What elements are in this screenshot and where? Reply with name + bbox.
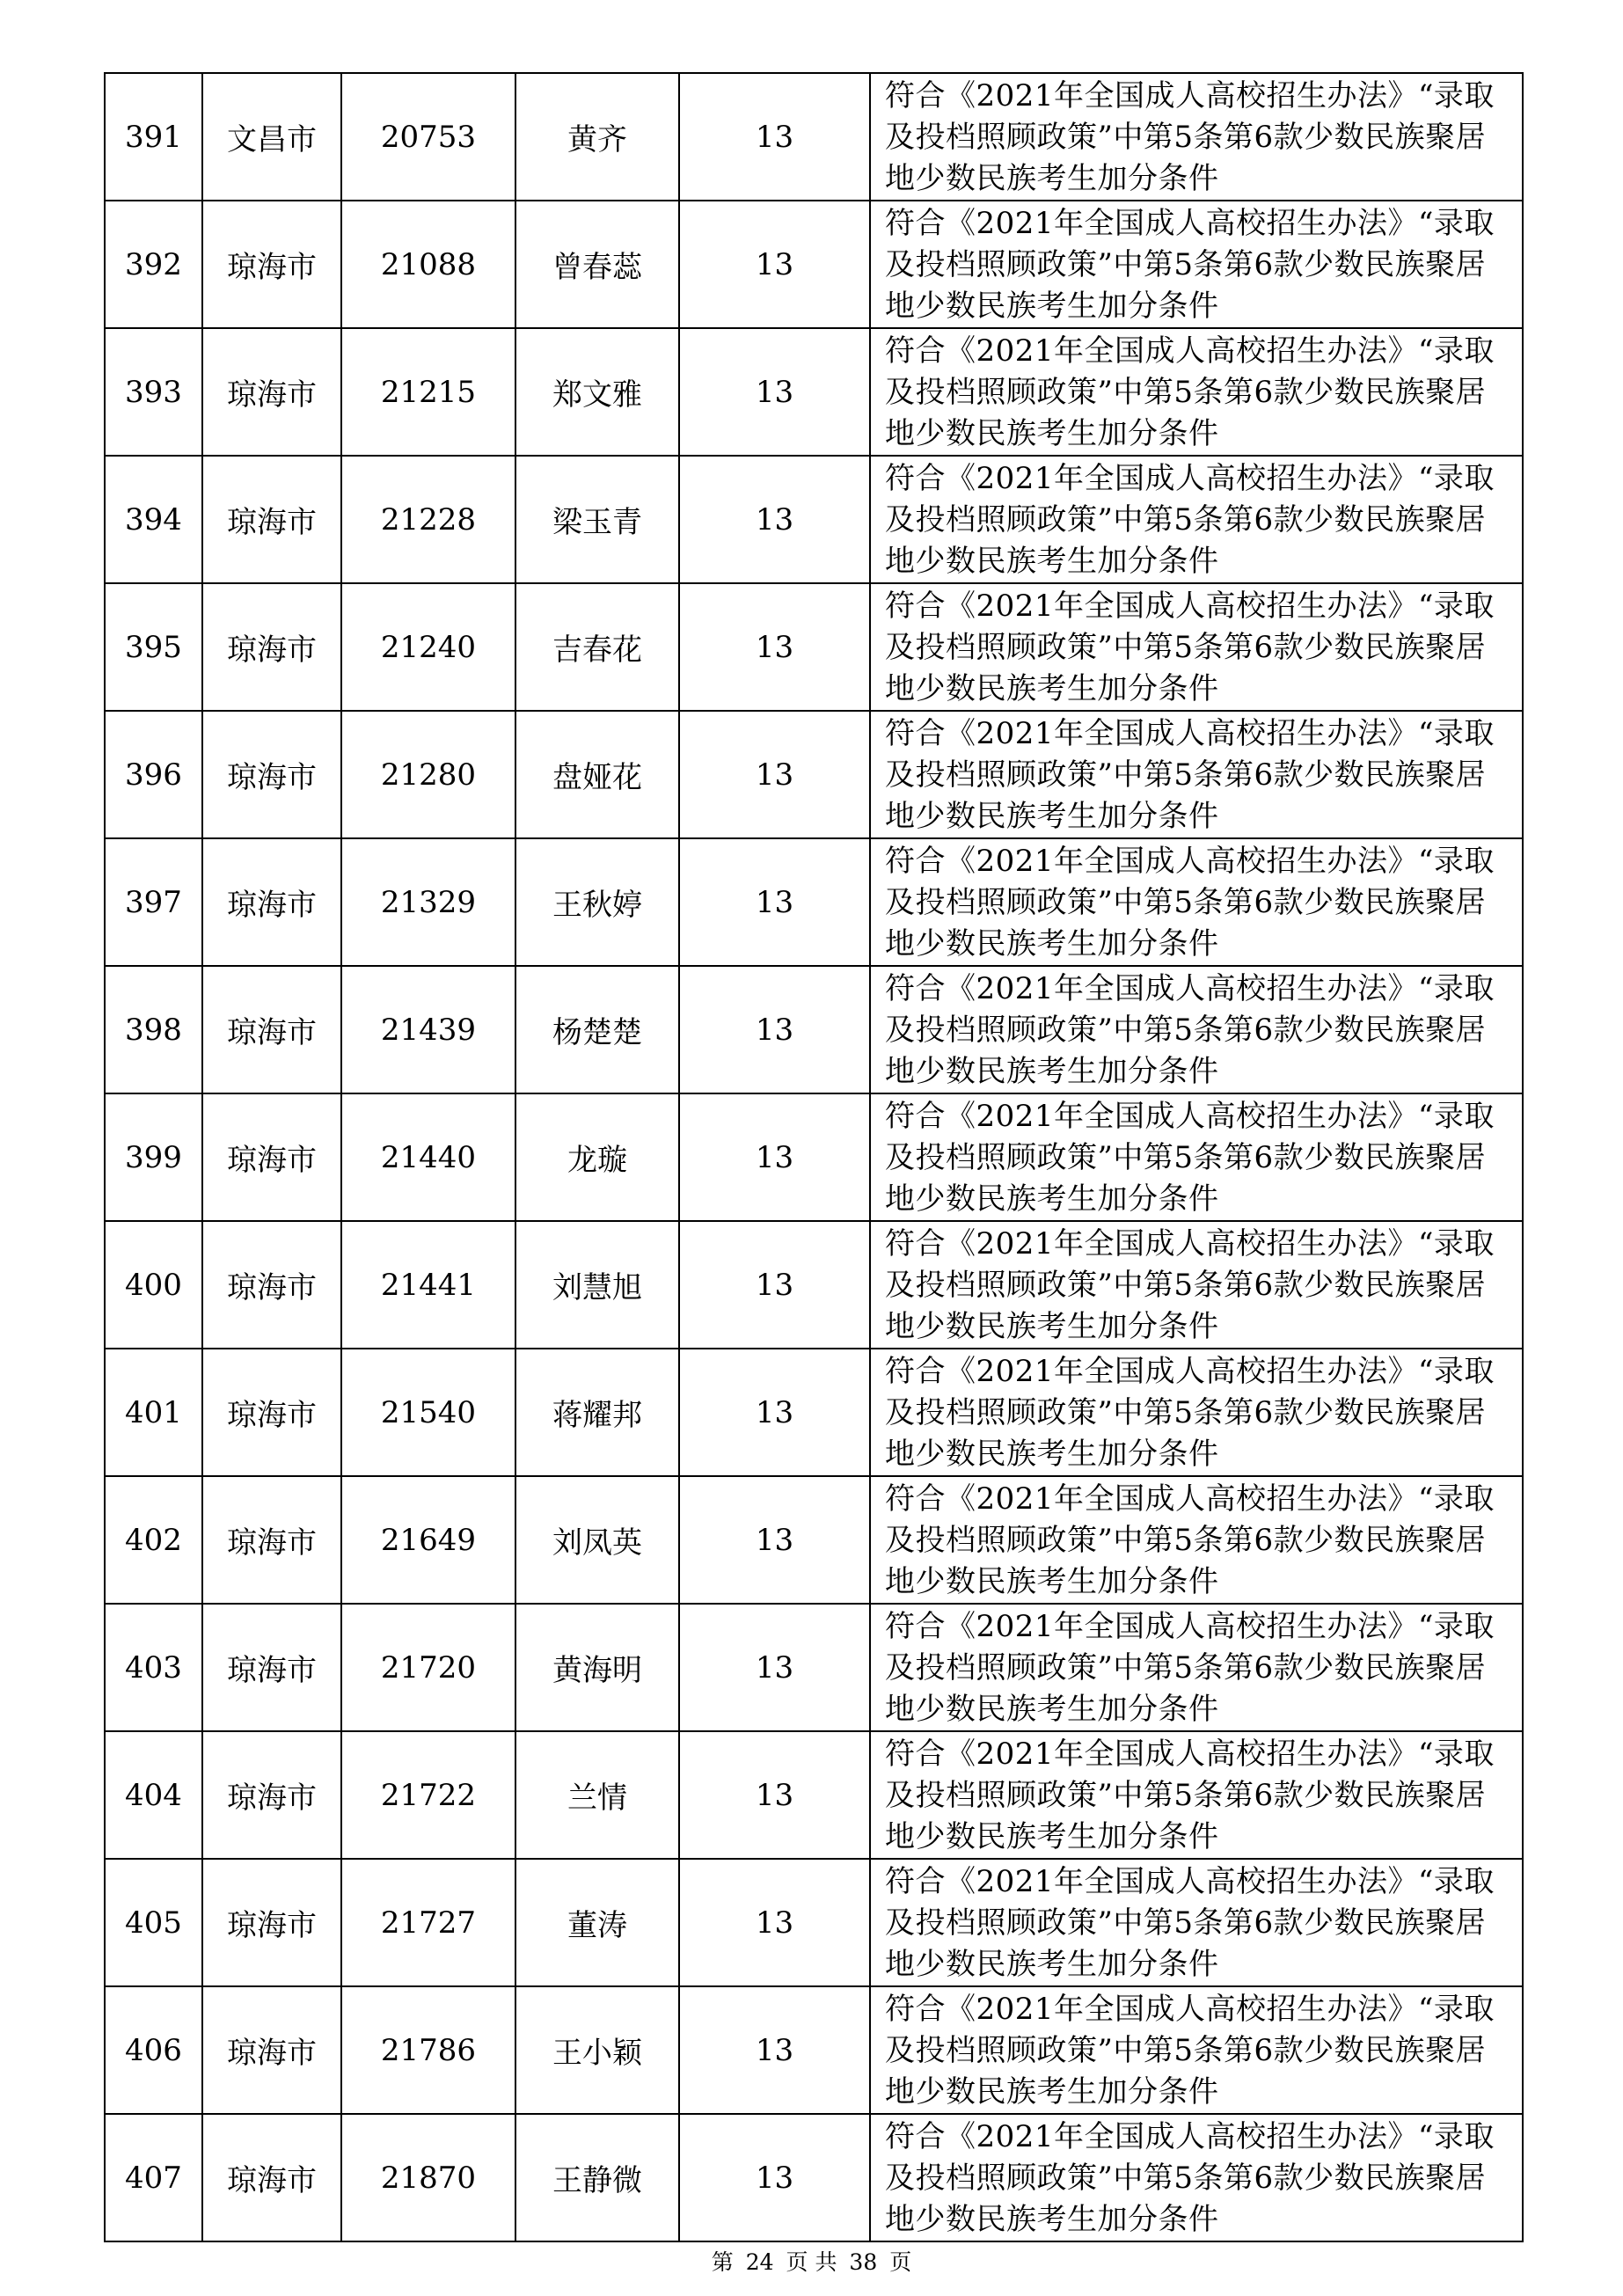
reason-cell: 符合《2021年全国成人高校招生办法》“录取及投档照顾政策”中第5条第6款少数民族聚居地少数民族考生加分条件	[870, 1093, 1523, 1221]
city-cell: 琼海市	[202, 456, 341, 583]
candidate-number-cell: 21870	[341, 2114, 515, 2241]
seq-cell: 399	[105, 1093, 202, 1221]
score-cell: 13	[679, 201, 870, 328]
city-cell: 琼海市	[202, 1604, 341, 1731]
name-cell: 杨楚楚	[515, 966, 679, 1093]
footer-prefix: 第	[711, 2249, 734, 2275]
candidate-number-cell: 21440	[341, 1093, 515, 1221]
candidate-number-cell: 21786	[341, 1986, 515, 2114]
table-row	[105, 1349, 1523, 1476]
city-cell: 琼海市	[202, 1221, 341, 1349]
seq-cell: 391	[105, 73, 202, 201]
footer-suffix: 页	[889, 2249, 912, 2275]
seq-cell: 392	[105, 201, 202, 328]
reason-cell: 符合《2021年全国成人高校招生办法》“录取及投档照顾政策”中第5条第6款少数民族聚居地少数民族考生加分条件	[870, 1349, 1523, 1476]
seq-cell: 407	[105, 2114, 202, 2241]
city-cell: 琼海市	[202, 1476, 341, 1604]
reason-cell: 符合《2021年全国成人高校招生办法》“录取及投档照顾政策”中第5条第6款少数民族聚居地少数民族考生加分条件	[870, 583, 1523, 711]
seq-cell: 398	[105, 966, 202, 1093]
table-body	[105, 73, 1523, 2241]
score-cell: 13	[679, 456, 870, 583]
candidate-number-cell: 21727	[341, 1859, 515, 1986]
total-page-count: 38	[849, 2249, 878, 2275]
name-cell: 吉春花	[515, 583, 679, 711]
city-cell: 琼海市	[202, 201, 341, 328]
reason-cell: 符合《2021年全国成人高校招生办法》“录取及投档照顾政策”中第5条第6款少数民族聚居地少数民族考生加分条件	[870, 1221, 1523, 1349]
table-row	[105, 838, 1523, 966]
name-cell: 兰情	[515, 1731, 679, 1859]
reason-cell: 符合《2021年全国成人高校招生办法》“录取及投档照顾政策”中第5条第6款少数民族聚居地少数民族考生加分条件	[870, 1604, 1523, 1731]
candidate-number-cell: 21649	[341, 1476, 515, 1604]
score-cell: 13	[679, 1093, 870, 1221]
seq-cell: 404	[105, 1731, 202, 1859]
seq-cell: 397	[105, 838, 202, 966]
score-cell: 13	[679, 966, 870, 1093]
bonus-points-table	[104, 72, 1524, 2242]
score-cell: 13	[679, 1986, 870, 2114]
seq-cell: 405	[105, 1859, 202, 1986]
score-cell: 13	[679, 838, 870, 966]
seq-cell: 393	[105, 328, 202, 456]
name-cell: 王秋婷	[515, 838, 679, 966]
table-row	[105, 1093, 1523, 1221]
city-cell: 琼海市	[202, 583, 341, 711]
reason-cell: 符合《2021年全国成人高校招生办法》“录取及投档照顾政策”中第5条第6款少数民族聚居地少数民族考生加分条件	[870, 1731, 1523, 1859]
current-page-number: 24	[745, 2249, 774, 2275]
score-cell: 13	[679, 1349, 870, 1476]
reason-cell: 符合《2021年全国成人高校招生办法》“录取及投档照顾政策”中第5条第6款少数民族聚居地少数民族考生加分条件	[870, 1859, 1523, 1986]
candidate-number-cell: 21088	[341, 201, 515, 328]
city-cell: 琼海市	[202, 328, 341, 456]
table-row	[105, 966, 1523, 1093]
reason-cell: 符合《2021年全国成人高校招生办法》“录取及投档照顾政策”中第5条第6款少数民族聚居地少数民族考生加分条件	[870, 711, 1523, 838]
score-cell: 13	[679, 2114, 870, 2241]
candidate-number-cell: 21441	[341, 1221, 515, 1349]
city-cell: 琼海市	[202, 1093, 341, 1221]
name-cell: 梁玉青	[515, 456, 679, 583]
page-footer	[0, 2245, 1623, 2277]
name-cell: 郑文雅	[515, 328, 679, 456]
table-row	[105, 583, 1523, 711]
reason-cell: 符合《2021年全国成人高校招生办法》“录取及投档照顾政策”中第5条第6款少数民族聚居地少数民族考生加分条件	[870, 328, 1523, 456]
seq-cell: 402	[105, 1476, 202, 1604]
table-row	[105, 711, 1523, 838]
reason-cell: 符合《2021年全国成人高校招生办法》“录取及投档照顾政策”中第5条第6款少数民族聚居地少数民族考生加分条件	[870, 1986, 1523, 2114]
city-cell: 文昌市	[202, 73, 341, 201]
reason-cell: 符合《2021年全国成人高校招生办法》“录取及投档照顾政策”中第5条第6款少数民族聚居地少数民族考生加分条件	[870, 2114, 1523, 2241]
reason-cell: 符合《2021年全国成人高校招生办法》“录取及投档照顾政策”中第5条第6款少数民族聚居地少数民族考生加分条件	[870, 1476, 1523, 1604]
table-row	[105, 2114, 1523, 2241]
score-cell: 13	[679, 1221, 870, 1349]
candidate-number-cell: 21280	[341, 711, 515, 838]
candidate-number-cell: 21540	[341, 1349, 515, 1476]
city-cell: 琼海市	[202, 1731, 341, 1859]
table-row	[105, 1731, 1523, 1859]
candidate-number-cell: 21439	[341, 966, 515, 1093]
name-cell: 盘娅花	[515, 711, 679, 838]
seq-cell: 406	[105, 1986, 202, 2114]
city-cell: 琼海市	[202, 966, 341, 1093]
score-cell: 13	[679, 583, 870, 711]
score-cell: 13	[679, 1476, 870, 1604]
score-cell: 13	[679, 1859, 870, 1986]
table-row	[105, 1221, 1523, 1349]
city-cell: 琼海市	[202, 1986, 341, 2114]
name-cell: 黄齐	[515, 73, 679, 201]
seq-cell: 403	[105, 1604, 202, 1731]
name-cell: 刘凤英	[515, 1476, 679, 1604]
reason-cell: 符合《2021年全国成人高校招生办法》“录取及投档照顾政策”中第5条第6款少数民族聚居地少数民族考生加分条件	[870, 73, 1523, 201]
city-cell: 琼海市	[202, 2114, 341, 2241]
name-cell: 蒋耀邦	[515, 1349, 679, 1476]
city-cell: 琼海市	[202, 1859, 341, 1986]
table-row	[105, 1604, 1523, 1731]
table-row	[105, 201, 1523, 328]
table-row	[105, 456, 1523, 583]
name-cell: 董涛	[515, 1859, 679, 1986]
reason-cell: 符合《2021年全国成人高校招生办法》“录取及投档照顾政策”中第5条第6款少数民族聚居地少数民族考生加分条件	[870, 838, 1523, 966]
reason-cell: 符合《2021年全国成人高校招生办法》“录取及投档照顾政策”中第5条第6款少数民族聚居地少数民族考生加分条件	[870, 966, 1523, 1093]
seq-cell: 395	[105, 583, 202, 711]
name-cell: 刘慧旭	[515, 1221, 679, 1349]
table-row	[105, 1859, 1523, 1986]
name-cell: 王静微	[515, 2114, 679, 2241]
name-cell: 王小颖	[515, 1986, 679, 2114]
candidate-number-cell: 21329	[341, 838, 515, 966]
city-cell: 琼海市	[202, 1349, 341, 1476]
seq-cell: 394	[105, 456, 202, 583]
score-cell: 13	[679, 1731, 870, 1859]
score-cell: 13	[679, 1604, 870, 1731]
seq-cell: 396	[105, 711, 202, 838]
seq-cell: 400	[105, 1221, 202, 1349]
candidate-number-cell: 21722	[341, 1731, 515, 1859]
seq-cell: 401	[105, 1349, 202, 1476]
score-cell: 13	[679, 73, 870, 201]
candidate-number-cell: 21228	[341, 456, 515, 583]
candidate-number-cell: 20753	[341, 73, 515, 201]
candidate-number-cell: 21215	[341, 328, 515, 456]
name-cell: 黄海明	[515, 1604, 679, 1731]
score-cell: 13	[679, 328, 870, 456]
score-cell: 13	[679, 711, 870, 838]
name-cell: 曾春蕊	[515, 201, 679, 328]
city-cell: 琼海市	[202, 838, 341, 966]
city-cell: 琼海市	[202, 711, 341, 838]
table-row	[105, 1986, 1523, 2114]
footer-middle: 页 共	[786, 2249, 837, 2275]
table-row	[105, 73, 1523, 201]
name-cell: 龙璇	[515, 1093, 679, 1221]
candidate-number-cell: 21720	[341, 1604, 515, 1731]
candidate-number-cell: 21240	[341, 583, 515, 711]
reason-cell: 符合《2021年全国成人高校招生办法》“录取及投档照顾政策”中第5条第6款少数民族聚居地少数民族考生加分条件	[870, 456, 1523, 583]
table-row	[105, 328, 1523, 456]
reason-cell: 符合《2021年全国成人高校招生办法》“录取及投档照顾政策”中第5条第6款少数民族聚居地少数民族考生加分条件	[870, 201, 1523, 328]
table-row	[105, 1476, 1523, 1604]
